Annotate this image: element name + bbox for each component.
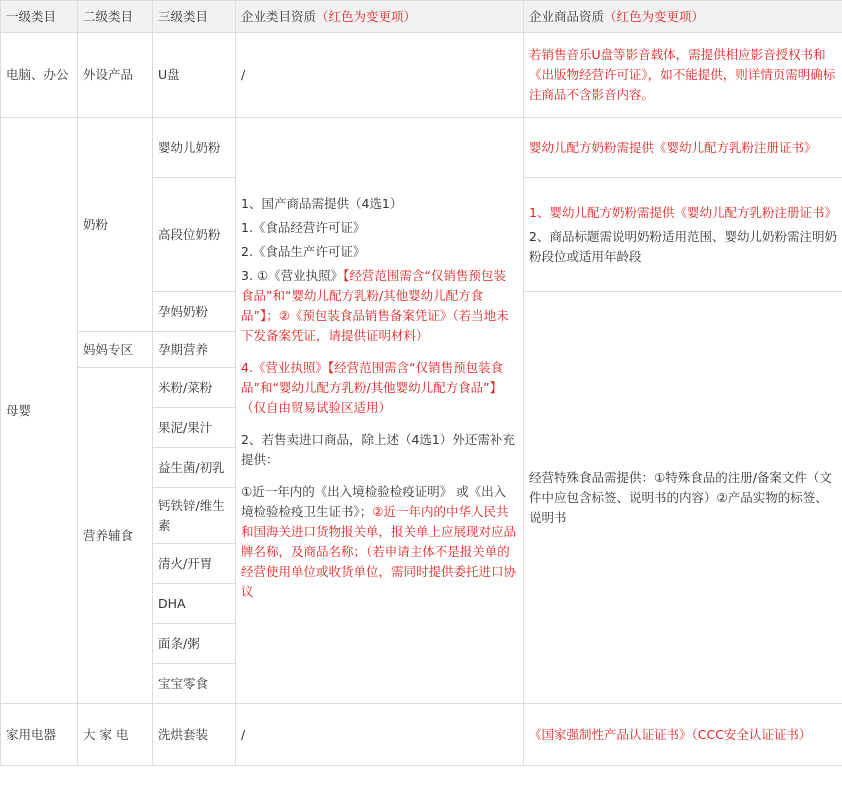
- level3-cell: 婴幼儿奶粉: [153, 118, 236, 178]
- domestic-option-4: 4.《营业执照》【经营范围需含“仅销售预包装食品”和“婴幼儿配方乳粉/其他婴幼儿配方食品”】（仅自由贸易试验区适用）: [241, 360, 504, 415]
- header-category-qual: [236, 1, 524, 33]
- level2-cell: 妈妈专区: [78, 332, 153, 368]
- level3-cell: 钙铁锌/维生素: [153, 488, 236, 544]
- product-qual-cell: 经营特殊食品需提供：①特殊食品的注册/备案文件（文件中应包含标签、说明书的内容）②产品实物的标签、说明书: [524, 292, 842, 704]
- import-requirements: [241, 482, 518, 602]
- table-row: [1, 118, 842, 178]
- domestic-option-1: 1.《食品经营许可证》: [241, 220, 366, 235]
- domestic-intro: 1、国产商品需提供（4选1）: [241, 196, 403, 211]
- import-requirement-1: ①近一年内的《出入境检验检疫证明》 或《出入境检验检疫卫生证书》；: [241, 484, 507, 519]
- level2-cell: 外设产品: [78, 33, 153, 118]
- product-qual-cell: [524, 178, 842, 292]
- high-milk-requirement-1: 1、婴幼儿配方奶粉需提供《婴幼儿配方乳粉注册证书》: [529, 204, 837, 220]
- header-category-qual-note: （红色为变更项）: [316, 8, 417, 24]
- level3-cell: 果泥/果汁: [153, 408, 236, 448]
- level3-cell: 孕期营养: [153, 332, 236, 368]
- level3-cell: 高段位奶粉: [153, 178, 236, 292]
- import-intro: 2、若售卖进口商品，除上述（4选1）外还需补充提供：: [241, 432, 515, 467]
- domestic-option-3-license: 3. ①《营业执照》: [241, 268, 344, 283]
- category-qual-cell: [236, 118, 524, 704]
- header-level1: 一级类目: [1, 1, 78, 33]
- level3-cell: DHA: [153, 584, 236, 624]
- product-qual-cell: 若销售音乐U盘等影音载体，需提供相应影音授权书和《出版物经营许可证》，如不能提供，则详情页需明确标注商品不含影音内容。: [524, 33, 842, 118]
- product-qual-cell: 《国家强制性产品认证证书》（CCC安全认证证书）: [524, 704, 842, 766]
- level3-cell: 面条/粥: [153, 624, 236, 664]
- header-level2: 二级类目: [78, 1, 153, 33]
- header-product-qual-note: （红色为变更项）: [604, 8, 705, 24]
- level3-cell: 益生菌/初乳: [153, 448, 236, 488]
- level3-cell: 米粉/菜粉: [153, 368, 236, 408]
- header-product-qual-label: 企业商品资质: [529, 8, 605, 24]
- header-level3: 三级类目: [153, 1, 236, 33]
- level1-cell: 家用电器: [1, 704, 78, 766]
- category-qual-cell: /: [236, 33, 524, 118]
- header-category-qual-label: 企业类目资质: [241, 8, 317, 24]
- domestic-option-3-scope: 【经营范围需含“仅销售预包装食品”和“婴幼儿配方乳粉/其他婴幼儿配方食品”】；②《预包装食品销售备案凭证》（若当地未下发备案凭证，请提供证明材料）: [241, 268, 509, 343]
- level3-cell: 孕妈奶粉: [153, 292, 236, 332]
- header-row: [1, 1, 842, 33]
- import-requirement-2: ②近一年内的中华人民共和国海关进口货物报关单，报关单上应展现对应品牌名称，及商品名称；（若申请主体不是报关单的经营使用单位或收货单位，需同时提供委托进口协议: [241, 504, 517, 599]
- domestic-option-2: 2.《食品生产许可证》: [241, 244, 366, 259]
- table-row: [1, 704, 842, 766]
- header-product-qual: [524, 1, 842, 33]
- high-milk-requirement-2: 2、商品标题需说明奶粉适用范围、婴幼儿奶粉需注明奶粉段位或适用年龄段: [529, 228, 837, 264]
- level1-cell: 电脑、办公: [1, 33, 78, 118]
- level2-cell: 营养辅食: [78, 368, 153, 704]
- level3-cell: 洗烘套装: [153, 704, 236, 766]
- category-qual-cell: /: [236, 704, 524, 766]
- level2-cell: 奶粉: [78, 118, 153, 332]
- domestic-option-3: [241, 266, 518, 346]
- level1-cell: 母婴: [1, 118, 78, 704]
- product-qual-cell: 婴幼儿配方奶粉需提供《婴幼儿配方乳粉注册证书》: [524, 118, 842, 178]
- level3-cell: 宝宝零食: [153, 664, 236, 704]
- level2-cell: 大 家 电: [78, 704, 153, 766]
- table-row: [1, 33, 842, 118]
- level3-cell: 清火/开胃: [153, 544, 236, 584]
- level3-cell: U盘: [153, 33, 236, 118]
